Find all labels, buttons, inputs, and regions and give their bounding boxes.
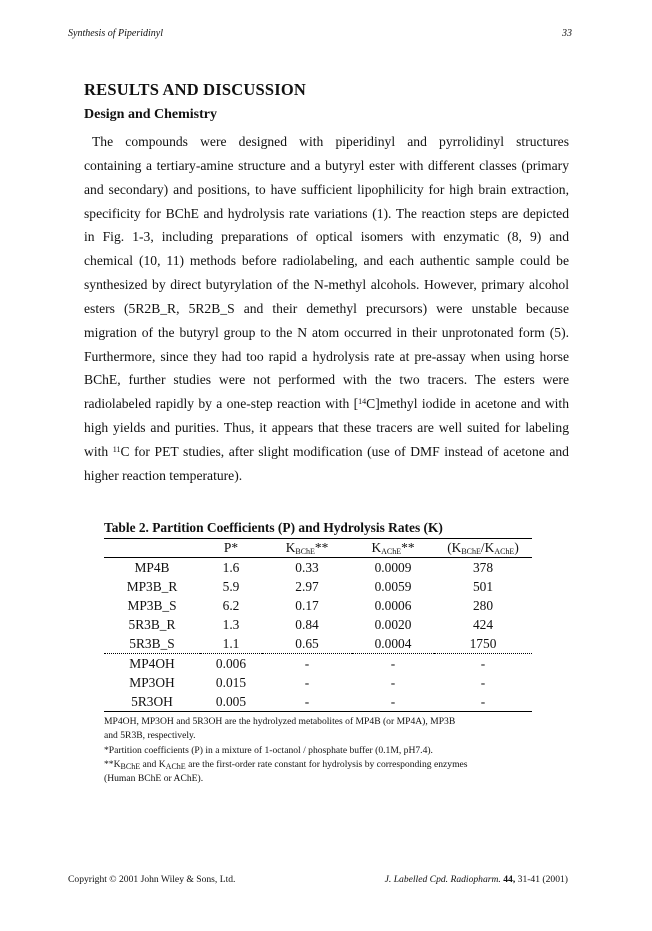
note-line: MP4OH, MP3OH and 5R3OH are the hydrolyzed metabolites of MP4B (or MP4A), MP3B bbox=[104, 716, 456, 727]
k-letter: K bbox=[484, 540, 495, 555]
ratio-cell: 378 bbox=[472, 559, 494, 575]
footer bbox=[68, 874, 568, 885]
paragraph-line: synthesized by direct butyrylation of the N-methyl alcohols. However, primary alcohol bbox=[84, 277, 569, 293]
k-ache-cell: 0.0009 bbox=[374, 559, 412, 575]
note-line: *Partition coefficients (P) in a mixture of 1-octanol / phosphate buffer (0.1M, pH7.4). bbox=[104, 744, 433, 756]
note-line bbox=[104, 758, 532, 772]
paragraph-line: migration of the butyryl group to the N atom occurred in their unprotonated form (5). bbox=[84, 324, 569, 340]
isotope-superscript: 11 bbox=[112, 444, 121, 454]
note-part: and K bbox=[140, 758, 166, 770]
k-bche-cell: - bbox=[304, 674, 310, 690]
journal-citation bbox=[385, 874, 568, 885]
ratio-cell: - bbox=[480, 655, 486, 671]
data-table bbox=[104, 538, 532, 712]
header-p: P* bbox=[200, 539, 262, 558]
journal-pages: 31-41 (2001) bbox=[517, 874, 568, 885]
copyright: Copyright © 2001 John Wiley & Sons, Ltd. bbox=[68, 874, 236, 885]
journal-volume: 44, bbox=[503, 874, 516, 885]
table-notes bbox=[104, 715, 532, 786]
compound-cell: MP3B_R bbox=[126, 578, 178, 594]
ratio-cell: 501 bbox=[472, 578, 494, 594]
subsection-title: Design and Chemistry bbox=[84, 107, 218, 122]
table-row bbox=[104, 558, 532, 578]
running-head bbox=[68, 28, 572, 39]
table-row bbox=[104, 634, 532, 654]
table-row bbox=[104, 673, 532, 692]
bche-subscript: BChE bbox=[295, 547, 315, 556]
k-bche-cell: 0.17 bbox=[295, 597, 319, 613]
table-header-row bbox=[104, 539, 532, 558]
table-title: Table 2. Partition Coefficients (P) and Hydrolysis Rates (K) bbox=[104, 520, 443, 535]
p-cell: 0.006 bbox=[215, 655, 247, 671]
paragraph-line: BChE, further studies were not performed with the two tracers. The esters were bbox=[84, 372, 569, 388]
line-part: C for PET studies, after slight modification (use of DMF instead of acetone and bbox=[120, 443, 569, 459]
header-k-ache bbox=[352, 539, 434, 558]
k-ache-cell: - bbox=[390, 655, 396, 671]
running-title: Synthesis of Piperidinyl bbox=[68, 28, 163, 39]
p-cell: 1.3 bbox=[222, 616, 240, 632]
table-row bbox=[104, 692, 532, 712]
note-line: and 5R3B, respectively. bbox=[104, 730, 196, 742]
k-ache-cell: 0.0006 bbox=[374, 597, 412, 613]
paren: ) bbox=[514, 540, 519, 555]
bche-subscript: BChE bbox=[120, 761, 141, 771]
ratio-cell: 1750 bbox=[434, 634, 532, 654]
table-row bbox=[104, 596, 532, 615]
table-row bbox=[104, 577, 532, 596]
body-paragraph bbox=[84, 130, 569, 488]
paren: ( bbox=[447, 540, 452, 555]
k-bche-cell: 0.84 bbox=[295, 616, 319, 632]
bche-subscript: BChE bbox=[461, 547, 481, 556]
paragraph-line: higher reaction temperature). bbox=[84, 467, 243, 483]
p-cell: 0.015 bbox=[215, 674, 247, 690]
note-line: (Human BChE or AChE). bbox=[104, 773, 204, 785]
paragraph-line: esters (5R2B_R, 5R2B_S and their demethyl precursors) were unstable because bbox=[84, 300, 569, 316]
k-bche-cell: - bbox=[262, 692, 352, 712]
paragraph-line: high yields and purities. Thus, it appears that these tracers are well suited for labeling bbox=[84, 420, 569, 436]
isotope-superscript: 14 bbox=[358, 397, 367, 407]
line-part: C]methyl iodide in acetone and with bbox=[366, 396, 569, 412]
k-bche-cell: 0.33 bbox=[295, 559, 319, 575]
section-title: RESULTS AND DISCUSSION bbox=[84, 80, 307, 99]
stars: ** bbox=[314, 540, 329, 555]
compound-cell: MP3B_S bbox=[127, 597, 177, 613]
paragraph-line: specificity for BChE and hydrolysis rate variations (1). The reaction steps are depicted bbox=[84, 205, 569, 221]
paragraph-line: chemical (10, 11) methods before radiolabeling, and each authentic sample could be bbox=[84, 253, 569, 269]
table-row bbox=[104, 654, 532, 674]
ratio-cell: - bbox=[480, 674, 486, 690]
k-ache-cell: - bbox=[352, 692, 434, 712]
paragraph-line bbox=[84, 392, 569, 416]
paragraph-line: The compounds were designed with piperidinyl and pyrrolidinyl structures bbox=[92, 134, 569, 149]
line-part: radiolabeled rapidly by a one-step reaction with [ bbox=[84, 396, 359, 412]
p-cell: 6.2 bbox=[222, 597, 240, 613]
ache-subscript: AChE bbox=[494, 547, 515, 556]
paragraph-line: and secondary) and positions, to have sufficient lipophilicity for high brain extraction, bbox=[84, 181, 569, 197]
line-part: with bbox=[84, 443, 113, 459]
ratio-cell: - bbox=[434, 692, 532, 712]
ratio-cell: 280 bbox=[472, 597, 494, 613]
table-row bbox=[104, 615, 532, 634]
compound-cell: MP3OH bbox=[129, 674, 175, 690]
header-compound bbox=[104, 539, 200, 558]
paragraph-line: Furthermore, since they had too rapid a hydrolysis rate at pre-assay when using horse bbox=[84, 348, 569, 364]
paragraph-line bbox=[84, 440, 569, 464]
header-k-bche bbox=[262, 539, 352, 558]
slash: / bbox=[480, 540, 485, 555]
header-ratio bbox=[434, 539, 532, 558]
note-part: **K bbox=[104, 758, 121, 770]
paragraph-line: containing a tertiary-amine structure and a butyryl ester with different classes (primary bbox=[84, 157, 569, 173]
compound-cell: 5R3B_R bbox=[128, 616, 176, 632]
p-cell: 0.005 bbox=[200, 692, 262, 712]
compound-cell: MP4OH bbox=[129, 655, 175, 671]
compound-cell: 5R3B_S bbox=[104, 634, 200, 654]
compound-cell: 5R3OH bbox=[104, 692, 200, 712]
page-number: 33 bbox=[562, 28, 572, 39]
journal-name: J. Labelled Cpd. Radiopharm. bbox=[384, 874, 501, 885]
ache-subscript: AChE bbox=[165, 761, 186, 771]
k-letter: K bbox=[285, 540, 296, 555]
k-letter: K bbox=[451, 540, 462, 555]
k-ache-cell: 0.0020 bbox=[374, 616, 412, 632]
k-bche-cell: 0.65 bbox=[262, 634, 352, 654]
ache-subscript: AChE bbox=[381, 547, 402, 556]
p-cell: 1.6 bbox=[222, 559, 240, 575]
stars: ** bbox=[401, 540, 415, 555]
compound-cell: MP4B bbox=[134, 559, 170, 575]
k-bche-cell: 2.97 bbox=[295, 578, 319, 594]
p-cell: 5.9 bbox=[222, 578, 240, 594]
k-ache-cell: - bbox=[390, 674, 396, 690]
p-cell: 1.1 bbox=[200, 634, 262, 654]
note-part: are the first-order rate constant for hydrolysis by corresponding enzymes bbox=[185, 758, 468, 770]
k-bche-cell: - bbox=[304, 655, 310, 671]
ratio-cell: 424 bbox=[472, 616, 494, 632]
k-ache-cell: 0.0059 bbox=[374, 578, 412, 594]
k-ache-cell: 0.0004 bbox=[352, 634, 434, 654]
k-letter: K bbox=[371, 540, 382, 555]
paragraph-line: in Fig. 1-3, including preparations of optical isomers with enzymatic (8, 9) and bbox=[84, 229, 569, 245]
table-2 bbox=[104, 520, 532, 786]
